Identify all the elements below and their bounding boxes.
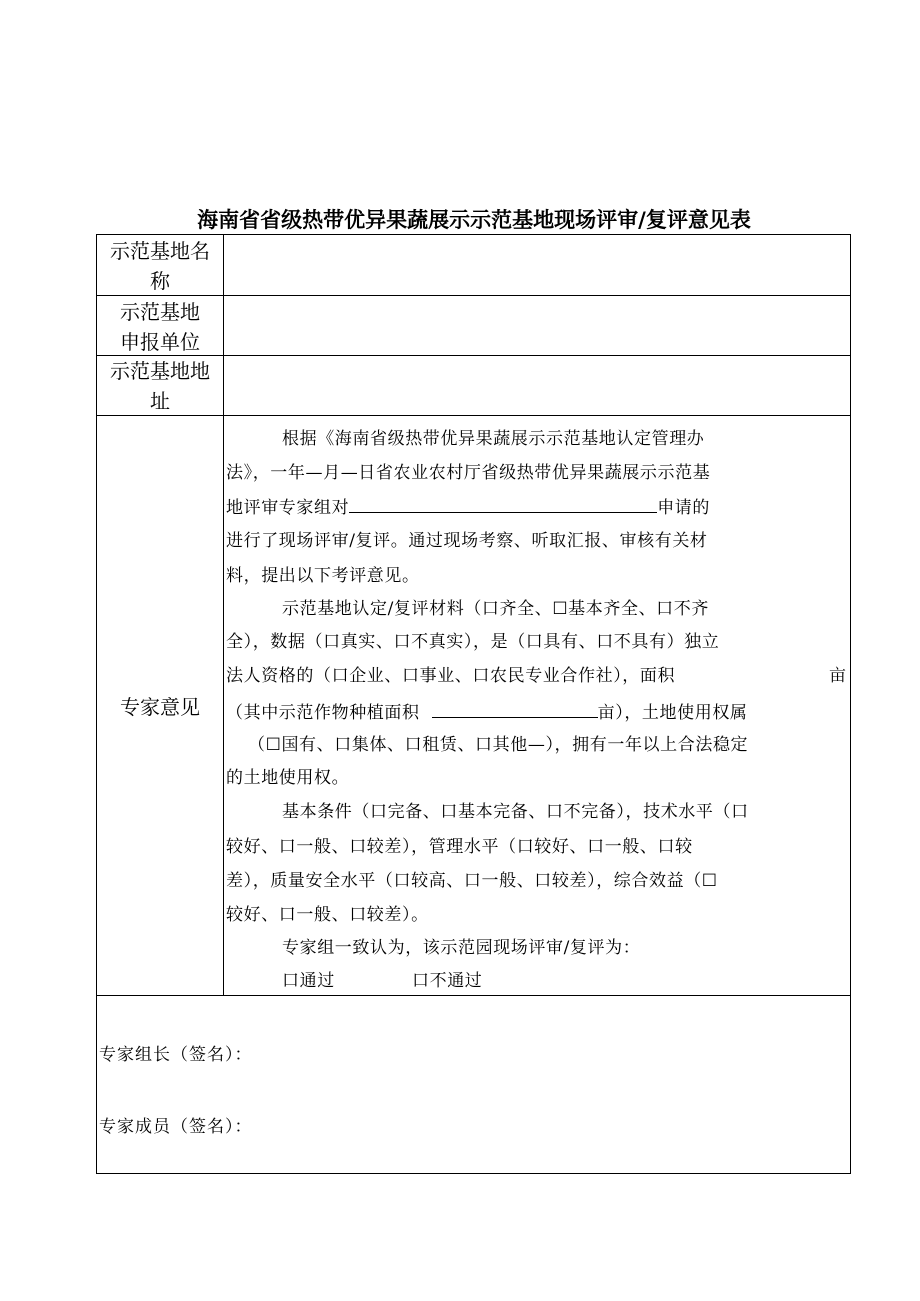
opinion-line-1: 根据《海南省级热带优异果蔬展示示范基地认定管理办: [282, 429, 705, 449]
opinion-line-13: 较好、口一般、口较差），管理水平（口较好、口一般、口较: [226, 837, 693, 857]
base-address-field[interactable]: [224, 356, 851, 415]
opinion-line-15: 较好、口一般、口较差）。: [226, 905, 429, 925]
opinion-line-5: 料，提出以下考评意见。: [226, 566, 420, 586]
opinion-line-3: [226, 495, 710, 519]
leader-signature-label: 专家组长（签名）：: [99, 1045, 253, 1065]
opinion-line-14: 差），质量安全水平（口较高、口一般、口较差），综合效益（☐: [226, 871, 718, 891]
applicant-unit-label: [97, 297, 223, 357]
base-name-label-line2: 称: [150, 269, 170, 293]
opinion-line-10: （☐国有、口集体、口租赁、口其他—），拥有一年以上合法稳定: [248, 735, 749, 755]
fail-option[interactable]: 口不通过: [412, 971, 483, 991]
base-name-field[interactable]: [224, 235, 851, 295]
opinion-line-8: [226, 665, 675, 687]
opinion-line-11: 的土地使用权。: [226, 768, 350, 788]
expert-opinion-label: 专家意见: [120, 695, 200, 719]
crop-area-blank[interactable]: [432, 700, 598, 718]
opinion-line-16: 专家组一致认为，该示范园现场评审/复评为：: [282, 938, 641, 958]
opinion-line-8-start: 法人资格的（口企业、口事业、口农民专业合作社），面积: [226, 666, 676, 686]
opinion-line-6: 示范基地认定/复评材料（口齐全、☐基本齐全、口不齐: [282, 599, 709, 619]
pass-option[interactable]: 口通过: [282, 971, 335, 991]
opinion-line-2: 法》，一年—月—日省农业农村厅省级热带优异果蔬展示示范基: [226, 463, 711, 483]
base-address-label-line2: 址: [150, 389, 170, 413]
opinion-line-9-end: 亩），土地使用权属: [597, 703, 748, 723]
opinion-line-7: 全），数据（口真实、口不真实），是（口具有、口不具有）独立: [226, 632, 720, 652]
applicant-unit-label-line2: 申报单位: [120, 330, 200, 354]
opinion-line-4: 进行了现场评审/复评。通过现场考察、听取汇报、审核有关材: [226, 531, 708, 551]
applicant-unit-label-line1: 示范基地: [120, 300, 200, 324]
opinion-line-3-start: 地评审专家组对: [226, 498, 350, 518]
opinion-line-3-end: 申请的: [657, 498, 711, 518]
base-address-label-line1: 示范基地地: [110, 359, 210, 383]
opinion-line-12: 基本条件（口完备、口基本完备、口不完备），技术水平（口: [282, 802, 749, 822]
base-address-label: [97, 356, 223, 416]
form-title: 海南省省级热带优异果蔬展示示范基地现场评审/复评意见表: [197, 208, 751, 232]
opinion-line-9: [226, 700, 748, 724]
opinion-line-9-start: （其中示范作物种植面积: [226, 703, 420, 723]
applicant-unit-field[interactable]: [224, 296, 851, 355]
area-unit-mu: 亩: [829, 666, 847, 686]
applicant-name-blank[interactable]: [349, 495, 657, 513]
base-name-label: [97, 236, 223, 296]
members-signature-label: 专家成员（签名）：: [99, 1117, 253, 1137]
row-divider: [96, 995, 851, 996]
base-name-label-line1: 示范基地名: [110, 239, 210, 263]
